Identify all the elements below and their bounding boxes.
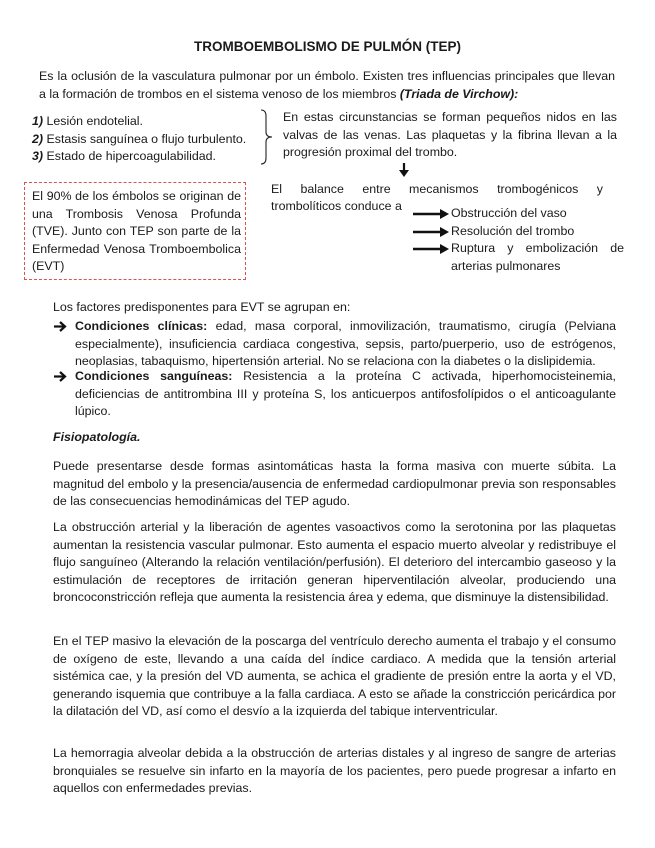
triad-item: 2) Estasis sanguínea o flujo turbulento. [32, 131, 247, 146]
condition-label: Condiciones sanguíneas: [75, 369, 233, 383]
virchow-triad-list [32, 113, 246, 166]
arrow-bullet-icon [53, 368, 69, 385]
factors-intro: Los factores predisponentes para EVT se agrupan en: [53, 300, 351, 314]
paragraph: La obstrucción arterial y la liberación de agentes vasoactivos como la serotonina por las plaquetas aumentan la resistencia vascular pulmonar. Esto aumenta el espacio muerto alveolar y redistribuye el flujo sanguíneo (Alterando la relación ventilación/perfusión). El deterioro del intercambio gaseoso y la estimulación de receptores de irritación generan hiperventilación alveolar, produciendo una broncoconstricción refleja que aumenta la resistencia área y edema, que disminuye la distensibilidad. [53, 520, 616, 605]
condition-item-clinical [53, 318, 616, 371]
down-arrow-icon [398, 163, 410, 177]
right-brace-icon [260, 109, 274, 165]
page-title: TROMBOEMBOLISMO DE PULMÓN (TEP) [194, 39, 461, 54]
arrow-bullet-icon [53, 318, 69, 335]
section-heading-fisiopatologia: Fisiopatología. [53, 430, 141, 444]
paragraph: En el TEP masivo la elevación de la poscarga del ventrículo derecho aumenta el trabajo y el consumo de oxígeno de este, llevando a una caída del índice cardiaco. A medida que la tensión arterial sistémica cae, y la presión del VD aumenta, se achica el gradiente de presión entre la aorta y el VD, generando isquemia que contribuye a la falla cardiaca. A esto se añade la constricción pericárdica por la dilatación del VD, así como el desvío a la izquierda del tabique interventricular. [53, 634, 616, 719]
right-arrow-icon [413, 209, 449, 219]
triad-item: 1) Lesión endotelial. [32, 114, 143, 128]
virchow-emphasis: (Triada de Virchow): [399, 86, 519, 101]
triad-item: 3) Estado de hipercoagulabilidad. [32, 149, 216, 164]
paragraph: Puede presentarse desde formas asintomáticas hasta la forma masiva con muerte súbita. La magnitud del embolo y la presencia/ausencia de enfermedad cardiopulmonar previa son responsables de las consecuencias hemodinámicas del TEP agudo. [53, 459, 616, 509]
balance-text-line1: El balance entre mecanismos trombogénicos y [271, 182, 603, 196]
balance-text-line2: trombolíticos conduce a [271, 199, 402, 213]
condition-item-blood [53, 368, 616, 421]
right-arrow-icon [413, 244, 449, 254]
condition-text: Resistencia a la proteína C activada, hiperhomocisteinemia, deficiencias de antitrombina III y proteína S, los anticuerpos antifosfolípidos o el anticoagulante lúpico. [75, 369, 616, 419]
condition-label: Condiciones clínicas: [75, 319, 208, 333]
dvt-callout-text: El 90% de los émbolos se originan de una Trombosis Venosa Profunda (TVE). Junto con TEP son parte de la Enfermedad Venosa Tromboembolica (EVT) [32, 189, 241, 274]
condition-text: edad, masa corporal, inmovilización, traumatismo, cirugía (Pelviana especialmente), insuficiencia cardiaca congestiva, sepsis, parto/puerperio, uso de estrógenos, neoplasias, tabaquismo, hipertensión arterial. No se relaciona con la diabetes o la dislipidemia. [75, 319, 616, 369]
right-arrow-icon [413, 227, 449, 237]
paragraph: La hemorragia alveolar debida a la obstrucción de arterias distales y al ingreso de sangre de arterias bronquiales se resuelve sin infarto en la mayoría de los pacientes, pero puede progresar a infarto en aquellos con enfermedades previas. [53, 746, 616, 796]
intro-text: Es la oclusión de la vasculatura pulmonar por un émbolo. Existen tres influencias principales que llevan a la formación de trombos en el sistema venoso de los miembros [39, 69, 615, 101]
intro-paragraph [39, 68, 615, 103]
circumstances-text: En estas circunstancias se forman pequeños nidos en las valvas de las venas. Las plaquetas y la fibrina llevan a la progresión proximal del trombo. [283, 110, 617, 160]
